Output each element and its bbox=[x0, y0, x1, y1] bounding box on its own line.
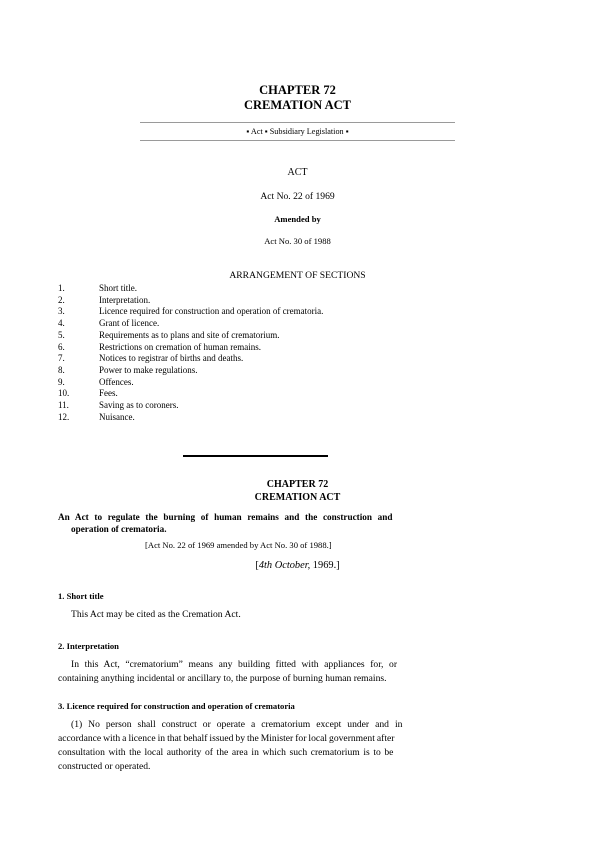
arrangement-item-link[interactable]: Power to make regulations. bbox=[99, 364, 198, 375]
arrangement-item-number: 11. bbox=[58, 400, 69, 410]
arrangement-heading: ARRANGEMENT OF SECTIONS bbox=[229, 270, 366, 281]
act-heading: ACT bbox=[287, 167, 308, 178]
amended-by-label: Amended by bbox=[274, 214, 321, 224]
body-chapter-number: CHAPTER 72 bbox=[266, 479, 329, 490]
arrangement-item-number: 9. bbox=[58, 376, 65, 387]
arrangement-item-link[interactable]: Fees. bbox=[99, 388, 118, 399]
section-2-line-2: containing anything incidental or ancillary to, the purpose of burning human remains. bbox=[58, 673, 387, 684]
section-3-line-3: consultation with the local authority of the area in which such crematorium is to be bbox=[58, 747, 394, 758]
arrangement-item-number: 12. bbox=[58, 411, 70, 422]
section-3-line-2: accordance with a licence in that behalf issued by the Minister for local government after bbox=[58, 733, 395, 744]
act-link[interactable]: Act bbox=[250, 127, 263, 136]
arrangement-item-number: 10. bbox=[58, 388, 70, 399]
body-chapter-title: CREMATION ACT bbox=[254, 492, 341, 503]
long-title-line-2: operation of crematoria. bbox=[71, 524, 167, 534]
section-3-line-4: constructed or operated. bbox=[58, 761, 151, 772]
long-title-line-1: An Act to regulate the burning of human remains and the construction and bbox=[58, 512, 393, 522]
arrangement-item-link[interactable]: Offences. bbox=[99, 376, 134, 387]
arrangement-item-link[interactable]: Short title. bbox=[99, 283, 137, 293]
date-year: 1969.] bbox=[310, 560, 340, 571]
date-bracket: [ bbox=[255, 560, 259, 571]
arrangement-item-link[interactable]: Grant of licence. bbox=[99, 318, 160, 329]
section-3-line-1: (1) No person shall construct or operate a crematorium except under and in bbox=[71, 719, 403, 730]
section-1-heading: 1. Short title bbox=[58, 591, 104, 601]
nav-bottom-rule bbox=[140, 140, 455, 141]
arrangement-item-number: 1. bbox=[58, 283, 65, 293]
date-italic: 4th October, bbox=[258, 560, 311, 571]
arrangement-item-number: 5. bbox=[58, 329, 65, 340]
nav-bullet: ▪ bbox=[246, 127, 250, 136]
act-citation: [Act No. 22 of 1969 amended by Act No. 30 of 1988.] bbox=[145, 540, 332, 550]
arrangement-item-number: 2. bbox=[58, 294, 65, 305]
chapter-number: CHAPTER 72 bbox=[259, 83, 336, 97]
amending-act: Act No. 30 of 1988 bbox=[264, 236, 331, 246]
nav-bar bbox=[0, 127, 595, 136]
subsidiary-legislation-link[interactable]: Subsidiary Legislation bbox=[269, 127, 344, 136]
arrangement-item-link[interactable]: Notices to registrar of births and deaths. bbox=[99, 353, 244, 364]
arrangement-item-link[interactable]: Restrictions on cremation of human remains. bbox=[99, 341, 261, 352]
arrangement-item-link[interactable]: Interpretation. bbox=[99, 294, 151, 305]
arrangement-item-number: 7. bbox=[58, 353, 65, 364]
section-2-heading: 2. Interpretation bbox=[58, 641, 119, 651]
arrangement-item-number: 8. bbox=[58, 364, 65, 375]
nav-bullet: ▪ bbox=[264, 127, 268, 136]
arrangement-item-link[interactable]: Licence required for construction and operation of crematoria. bbox=[99, 306, 324, 317]
section-2-line-1: In this Act, “crematorium” means any building fitted with appliances for, or bbox=[71, 659, 398, 670]
arrangement-item-number: 4. bbox=[58, 318, 65, 329]
arrangement-item-link[interactable]: Requirements as to plans and site of crematorium. bbox=[99, 329, 280, 340]
commencement-date bbox=[0, 560, 595, 571]
chapter-title: CREMATION ACT bbox=[243, 98, 352, 112]
arrangement-item-link[interactable]: Nuisance. bbox=[99, 411, 135, 422]
act-number: Act No. 22 of 1969 bbox=[260, 191, 335, 202]
arrangement-item-link[interactable]: Saving as to coroners. bbox=[99, 400, 179, 410]
section-3-heading: 3. Licence required for construction and operation of crematoria bbox=[58, 701, 295, 711]
arrangement-item-number: 3. bbox=[58, 306, 65, 317]
section-1-text: This Act may be cited as the Cremation Act. bbox=[71, 609, 241, 620]
arrangement-item-number: 6. bbox=[58, 341, 65, 352]
nav-top-rule bbox=[140, 122, 455, 123]
nav-bullet: ▪ bbox=[345, 127, 349, 136]
section-divider bbox=[183, 455, 328, 457]
